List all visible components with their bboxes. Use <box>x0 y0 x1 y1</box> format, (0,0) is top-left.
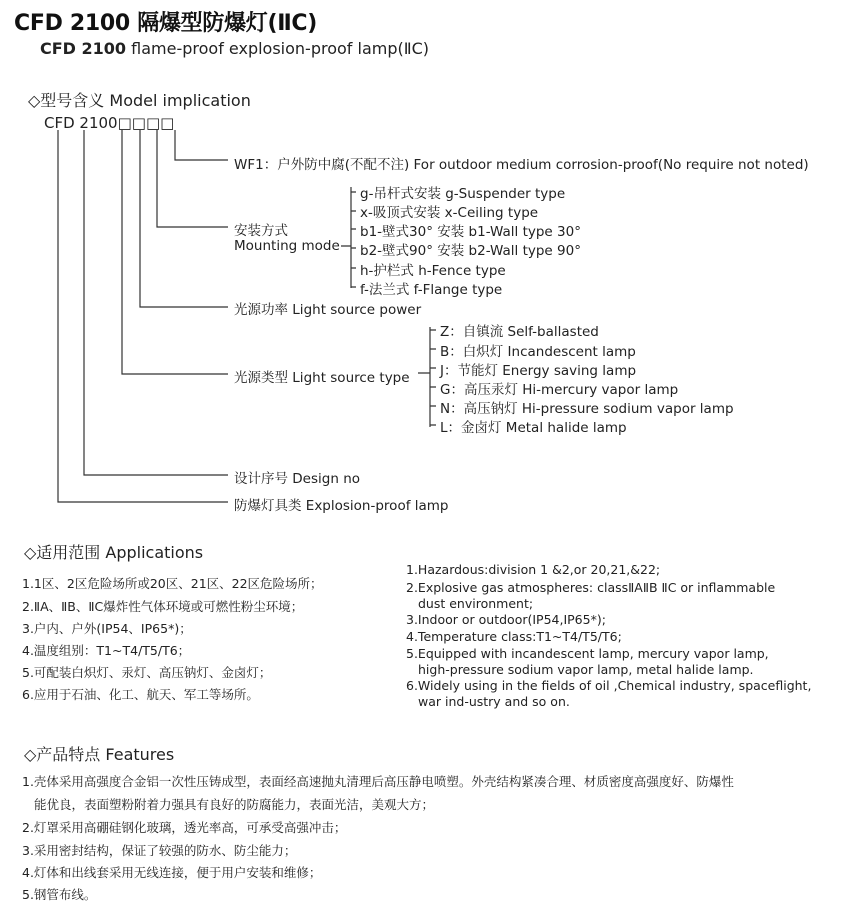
applications-heading: ◇适用范围 Applications <box>24 543 204 562</box>
mounting-bracket <box>341 187 356 288</box>
mounting-option: f-法兰式 f-Flange type <box>360 282 503 298</box>
application-cn-item: 1.1区、2区危险场所或20区、21区、22区危险场所； <box>22 576 323 591</box>
source-option: L：金卤灯 Metal halide lamp <box>440 420 627 436</box>
source-option: Z：自镇流 Self-ballasted <box>440 324 599 340</box>
application-en-item: 2.Explosive gas atmospheres: classⅡAⅡB ⅡC or inflammable <box>406 580 776 595</box>
branch-line-power <box>140 130 228 307</box>
application-cn-item: 5.可配装白炽灯、汞灯、高压钠灯、金卤灯； <box>22 665 272 680</box>
page-title: CFD 2100 隔爆型防爆灯(ⅡC) <box>14 11 318 36</box>
design-no-label: 设计序号 Design no <box>234 471 361 487</box>
feature-line: 4.灯体和出线套采用无线连接，便于用户安装和维修； <box>22 865 322 880</box>
mounting-option: b2-壁式90° 安装 b2-Wall type 90° <box>360 243 581 259</box>
power-label: 光源功率 Light source power <box>234 302 422 318</box>
feature-line: 3.采用密封结构，保证了较强的防水、防尘能力； <box>22 843 297 858</box>
mounting-option: x-吸顶式安装 x-Ceiling type <box>360 205 539 221</box>
source-option: J：节能灯 Energy saving lamp <box>440 363 637 379</box>
source-bracket <box>418 327 436 427</box>
source-option: G：高压汞灯 Hi-mercury vapor lamp <box>440 382 679 398</box>
feature-line: 2.灯罩采用高硼硅钢化玻璃，透光率高，可承受高强冲击； <box>22 820 347 835</box>
model-code: CFD 2100□□□□ <box>44 114 175 132</box>
mounting-option: h-护栏式 h-Fence type <box>360 263 506 279</box>
application-cn-item: 2.ⅡA、ⅡB、ⅡC爆炸性气体环境或可燃性粉尘环境； <box>22 599 304 614</box>
features-heading: ◇产品特点 Features <box>24 745 175 764</box>
source-option: B：白炽灯 Incandescent lamp <box>440 344 636 360</box>
subtitle-model: CFD 2100 <box>40 39 127 58</box>
application-en-item: dust environment; <box>418 596 534 611</box>
application-cn-item: 4.温度组别：T1~T4/T5/T6； <box>22 643 191 658</box>
application-en-item: high-pressure sodium vapor lamp, metal halide lamp. <box>418 662 754 677</box>
branch-line-source <box>122 130 228 374</box>
model-heading: ◇型号含义 Model implication <box>28 91 251 110</box>
branch-line-wf1 <box>175 130 228 160</box>
feature-line: 5.钢管布线。 <box>22 887 97 902</box>
subtitle-text: flame-proof explosion-proof lamp(ⅡC) <box>126 39 430 58</box>
mounting-label-en: Mounting mode <box>234 238 340 254</box>
explosion-proof-label: 防爆灯具类 Explosion-proof lamp <box>234 498 449 514</box>
application-en-item: 5.Equipped with incandescent lamp, mercury vapor lamp, <box>406 646 769 661</box>
application-cn-item: 3.户内、户外(IP54、IP65*)； <box>22 621 192 636</box>
application-en-item: war ind-ustry and so on. <box>418 694 570 709</box>
wf1-label: WF1：户外防中腐(不配不注) For outdoor medium corrosion-proof(No require not noted) <box>234 157 809 173</box>
branch-line-mounting <box>157 130 228 227</box>
application-en-item: 1.Hazardous:division 1 &2,or 20,21,&22; <box>406 562 661 577</box>
application-en-item: 3.Indoor or outdoor(IP54,IP65*); <box>406 612 606 627</box>
application-cn-item: 6.应用于石油、化工、航天、军工等场所。 <box>22 687 259 702</box>
feature-line: 1.壳体采用高强度合金铝一次性压铸成型，表面经高速抛丸清理后高压静电喷塑。外壳结构紧凑合理、材质密度高强度好、防爆性 <box>22 774 734 789</box>
source-type-label: 光源类型 Light source type <box>234 370 410 386</box>
mounting-option: b1-壁式30° 安装 b1-Wall type 30° <box>360 224 581 240</box>
application-en-item: 4.Temperature class:T1~T4/T5/T6; <box>406 629 622 644</box>
branch-line-design <box>84 130 228 475</box>
mounting-option: g-吊杆式安装 g-Suspender type <box>360 186 566 202</box>
mounting-label-cn: 安装方式 <box>234 223 288 239</box>
application-en-item: 6.Widely using in the fields of oil ,Chemical industry, spaceflight, <box>406 678 812 693</box>
feature-line: 能优良，表面塑粉附着力强具有良好的防腐能力，表面光洁，美观大方； <box>34 797 435 812</box>
source-option: N：高压钠灯 Hi-pressure sodium vapor lamp <box>440 401 734 417</box>
